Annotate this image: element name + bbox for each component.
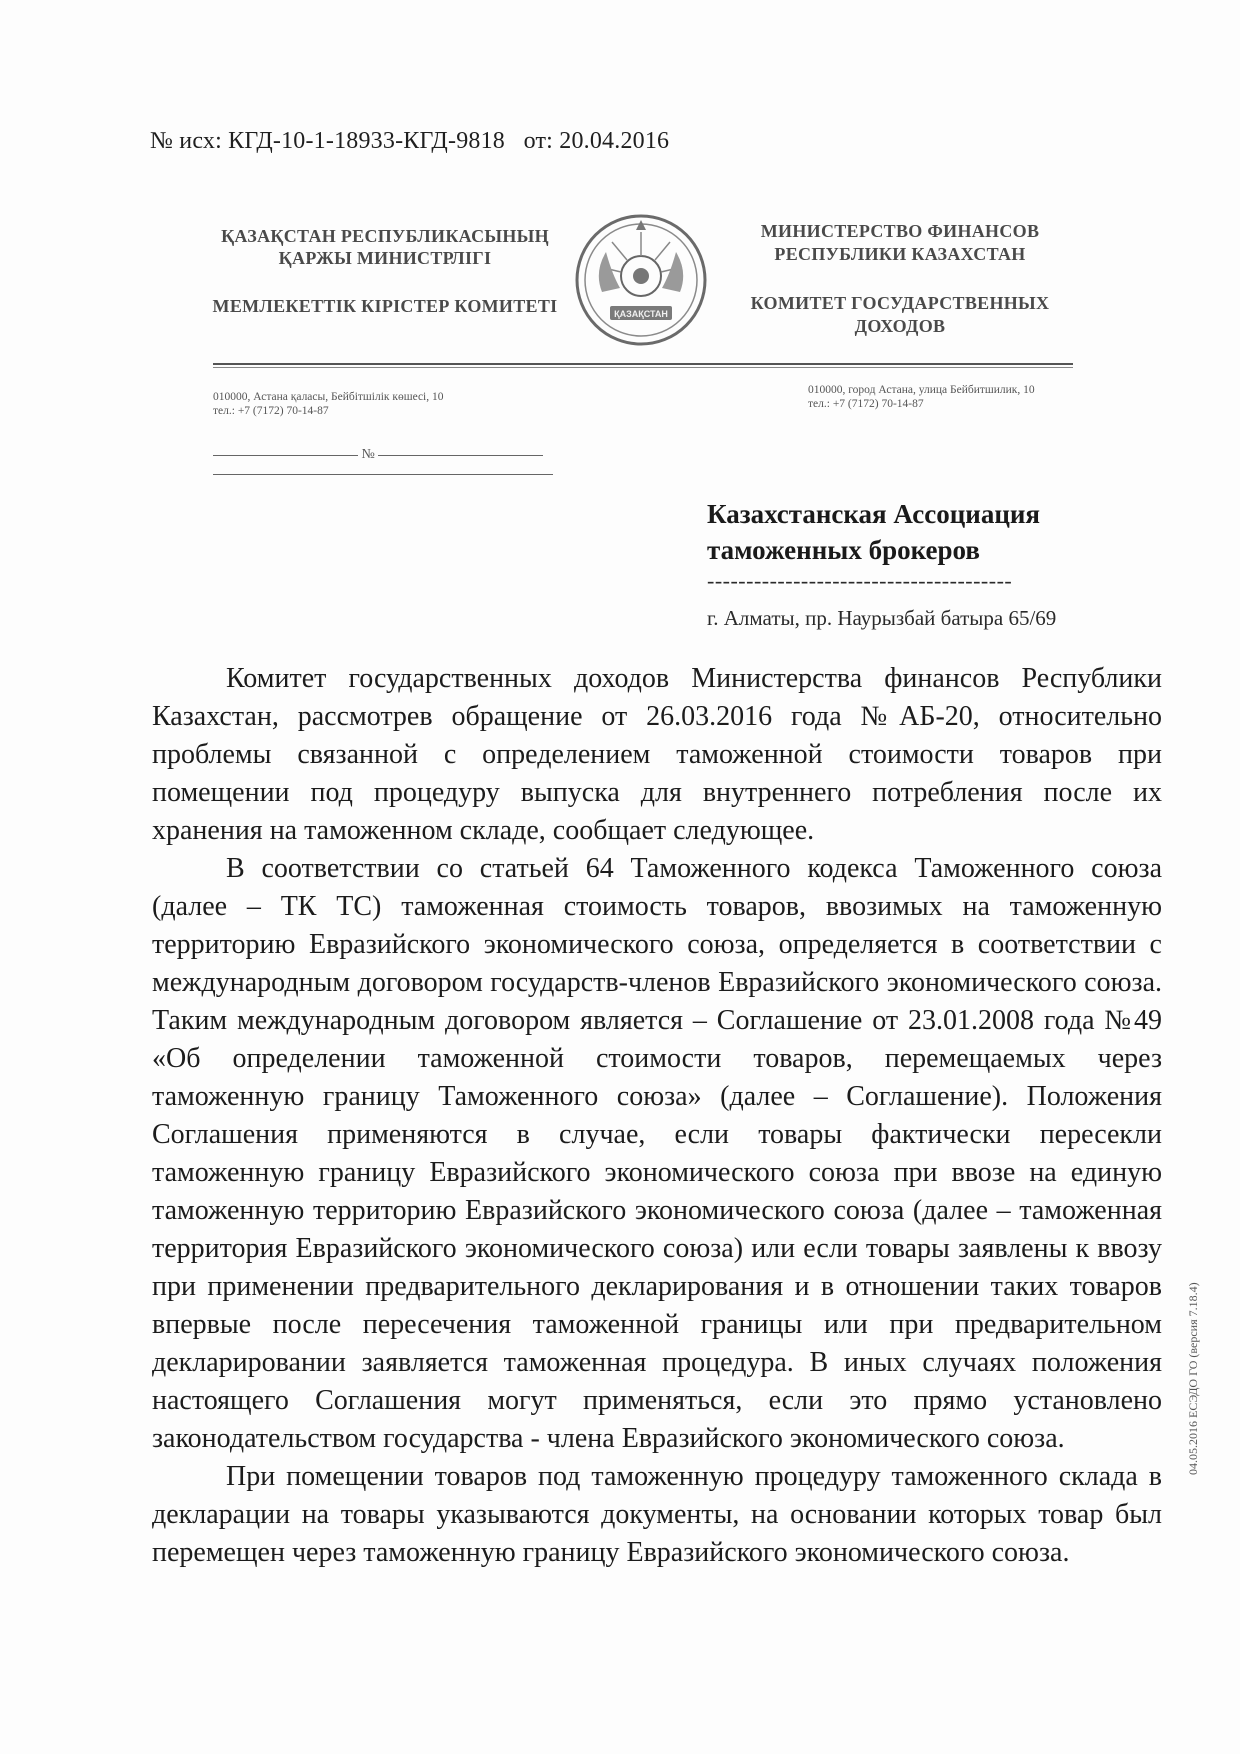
body-paragraph: В соответствии со статьей 64 Таможенного кодекса Таможенного союза (далее – ТК ТС) таможенная стоимость товаров, ввозимых на таможенную территорию Евразийского экономического союза, определяется в соответствии с международным договором государств-членов Евразийского экономического союза. Таким международным договором является – Соглашение от 23.01.2008 года №49 «Об определении таможенной стоимости товаров, перемещаемых через таможенную границу Таможенного союза» (далее – Соглашение). Положения Соглашения применяются в случае, если товары фактически пересекли таможенную границу Евразийского экономического союза при ввозе на единую таможенную территорию Евразийского экономического союза (далее – таможенная территория Евразийского экономического союза) или если товары заявлены к ввозу при применении предварительного декларирования и в отношении таких товаров впервые после пересечения таможенной границы или при предварительном декларировании заявляется таможенная процедура. В иных случаях положения настоящего Соглашения могут применяться, если это прямо установлено законодательством государства - члена Евразийского экономического союза. (152, 853, 1162, 1454)
address-ru (808, 383, 1035, 411)
recipient-address: г. Алматы, пр. Наурызбай батыра 65/69 (707, 606, 1057, 630)
committee-name-ru: КОМИТЕТ ГОСУДАРСТВЕННЫХ ДОХОДОВ (750, 293, 1050, 336)
registration-date-blank (213, 454, 358, 456)
registration-line-2 (213, 474, 553, 475)
recipient-separator: --------------------------------------- (707, 568, 1013, 593)
ministry-name-ru: МИНИСТЕРСТВО ФИНАНСОВ РЕСПУБЛИКИ КАЗАХСТАН (760, 221, 1040, 264)
address-ru-phone: тел.: +7 (7172) 70-14-87 (808, 398, 924, 410)
outgoing-date: от: 20.04.2016 (523, 128, 670, 154)
recipient-name-line2: таможенных брокеров (707, 535, 980, 565)
recipient-name-line1: Казахстанская Ассоциация (707, 499, 1041, 529)
body-paragraph: При помещении товаров под таможенную процедуру таможенного склада в декларации на товары указываются документы, на основании которых товар был перемещен через таможенную границу Евразийского экономического союза. (152, 1461, 1162, 1568)
letterhead-divider-thin (213, 367, 1073, 368)
registration-number-mark: № (361, 447, 375, 462)
address-kz (213, 390, 444, 418)
address-kz-phone: тел.: +7 (7172) 70-14-87 (213, 405, 329, 417)
address-ru-street: 010000, город Астана, улица Бейбитшилик, 10 (808, 384, 1035, 396)
letterhead-divider (213, 363, 1073, 365)
edms-side-stamp: 04.05.2016 ЕСЭДО ГО (версия 7.18.4) (1186, 1282, 1200, 1475)
emblem-text: ҚАЗАҚСТАН (614, 309, 668, 319)
outgoing-number: № исх: КГД-10-1-18933-КГД-9818 (150, 128, 505, 154)
letter-body (152, 660, 1162, 1572)
address-kz-street: 010000, Астана қаласы, Бейбітшілік көшесі, 10 (213, 391, 444, 403)
letterhead-left (205, 225, 565, 317)
state-emblem-icon (572, 212, 710, 348)
committee-name-kz: МЕМЛЕКЕТТІК КІРІСТЕР КОМИТЕТІ (212, 296, 558, 316)
outgoing-reference (150, 128, 669, 155)
letterhead-right (735, 220, 1065, 338)
ministry-name-kz: ҚАЗАҚСТАН РЕСПУБЛИКАСЫНЫҢ ҚАРЖЫ МИНИСТРЛІГІ (221, 226, 549, 268)
registration-number-blank (378, 454, 543, 456)
recipient-name (707, 496, 1040, 568)
registration-line (213, 447, 553, 463)
body-paragraph: Комитет государственных доходов Министерства финансов Республики Казахстан, рассмотрев обращение от 26.03.2016 года №АБ-20, относительно проблемы связанной с определением таможенной стоимости товаров при помещении под процедуру выпуска для внутреннего потребления после их хранения на таможенном складе, сообщает следующее. (152, 663, 1162, 846)
